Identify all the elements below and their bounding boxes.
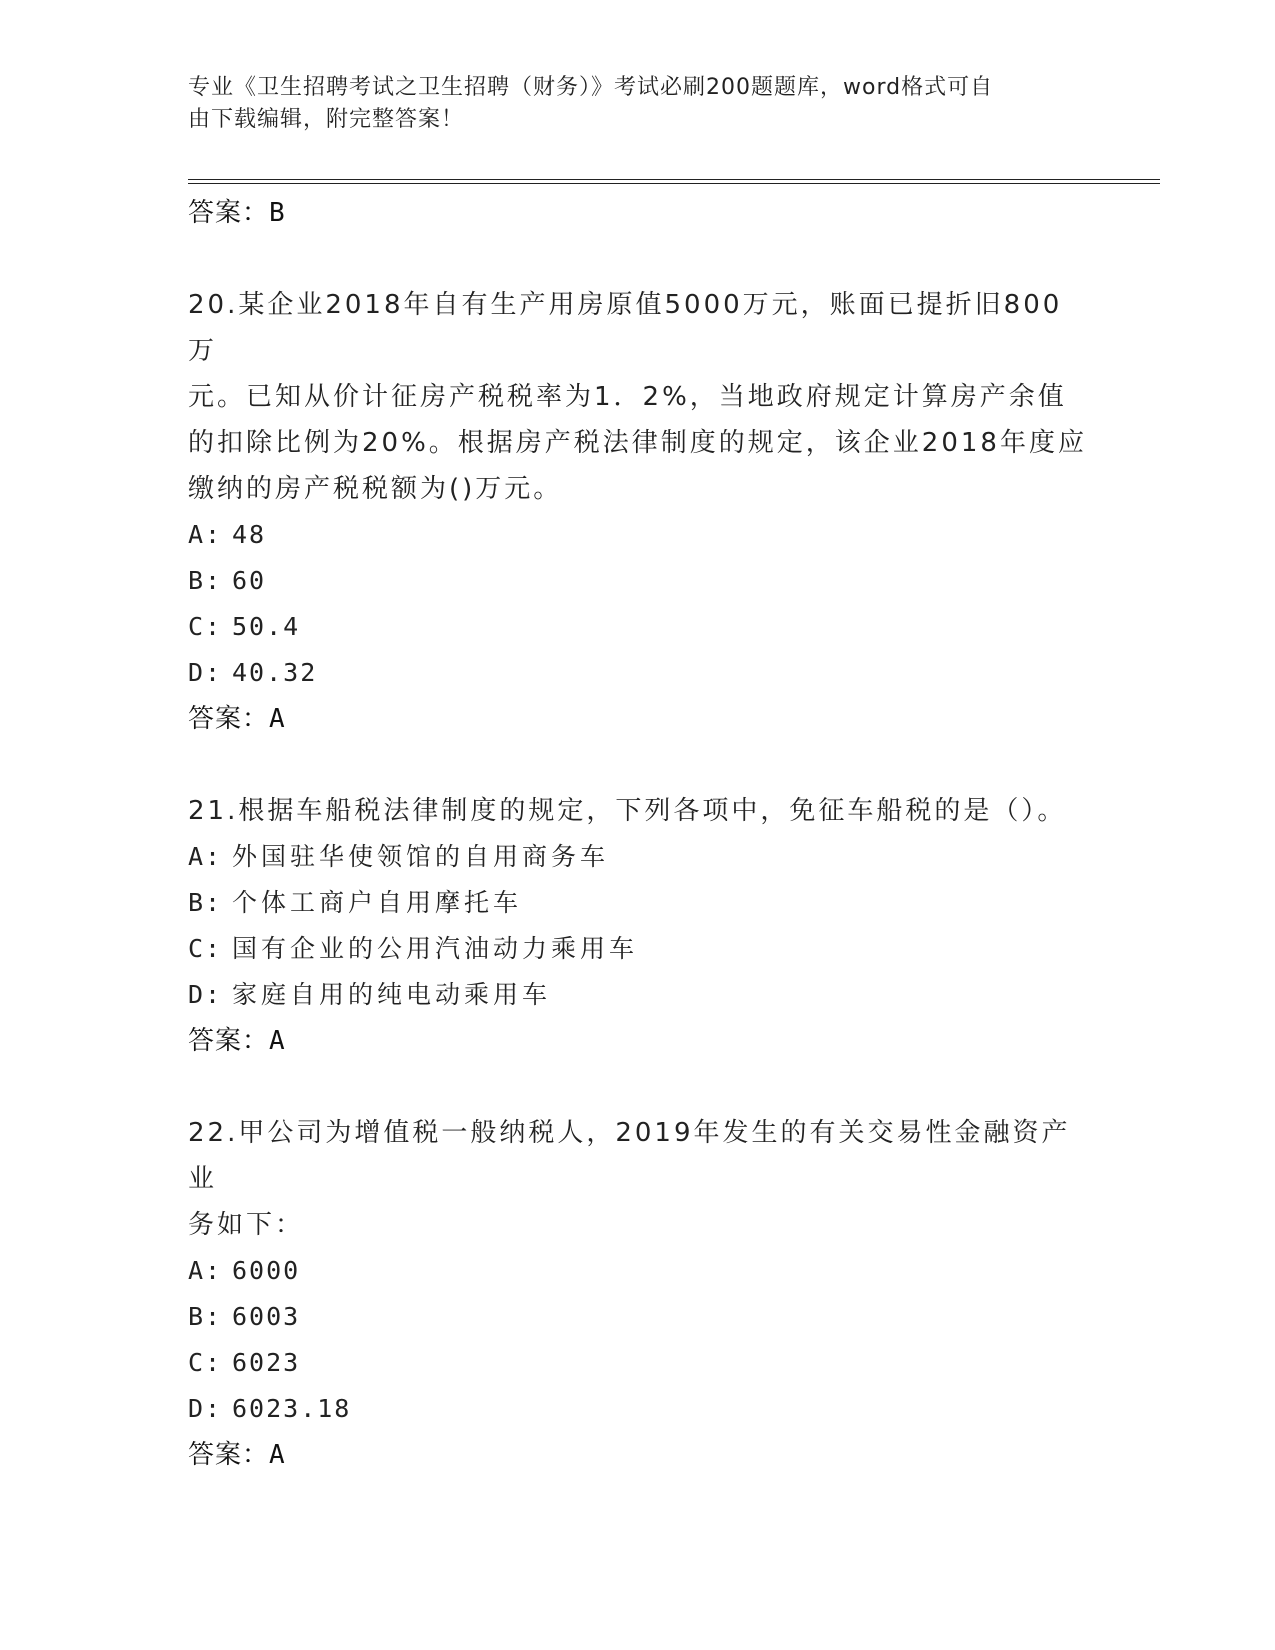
option-text: 国有企业的公用汽油动力乘用车 bbox=[232, 934, 639, 963]
option-text: 6023.18 bbox=[232, 1394, 352, 1423]
question-text-line: 22.甲公司为增值税一般纳税人，2019年发生的有关交易性金融资产业 bbox=[188, 1118, 1071, 1194]
option-letter: B: bbox=[188, 1302, 223, 1331]
spacer bbox=[188, 742, 1088, 788]
option-letter: B: bbox=[188, 888, 223, 917]
option-text: 个体工商户自用摩托车 bbox=[232, 888, 523, 917]
answer-line bbox=[188, 696, 1088, 742]
answer-label: 答案： bbox=[188, 1440, 270, 1470]
option-b bbox=[188, 558, 1088, 604]
option-letter: A: bbox=[188, 520, 223, 549]
document-header bbox=[188, 72, 1068, 136]
header-divider-top bbox=[188, 179, 1160, 180]
question-text-line: 21.根据车船税法律制度的规定，下列各项中，免征车船税的是（）。 bbox=[188, 796, 1067, 826]
question-20 bbox=[188, 282, 1088, 742]
spacer bbox=[188, 1064, 1088, 1110]
option-b bbox=[188, 880, 1088, 926]
question-list bbox=[188, 190, 1088, 1478]
question-21 bbox=[188, 788, 1088, 1064]
option-text: 6003 bbox=[232, 1302, 301, 1331]
question-text-line: 元。已知从价计征房产税税率为1．2%，当地政府规定计算房产余值 bbox=[188, 382, 1067, 412]
answer-label: 答案： bbox=[188, 704, 270, 734]
option-a bbox=[188, 834, 1088, 880]
option-b bbox=[188, 1294, 1088, 1340]
option-text: 60 bbox=[232, 566, 267, 595]
option-letter: D: bbox=[188, 658, 223, 687]
question-text-line: 的扣除比例为20%。根据房产税法律制度的规定，该企业2018年度应 bbox=[188, 428, 1087, 458]
header-line-1: 专业《卫生招聘考试之卫生招聘（财务）》考试必刷200题题库，word格式可自 bbox=[188, 75, 994, 100]
question-22 bbox=[188, 1110, 1088, 1478]
option-letter: B: bbox=[188, 566, 223, 595]
option-letter: A: bbox=[188, 842, 223, 871]
option-letter: A: bbox=[188, 1256, 223, 1285]
option-letter: C: bbox=[188, 612, 223, 641]
answer-label: 答案： bbox=[188, 1026, 270, 1056]
option-d bbox=[188, 1386, 1088, 1432]
option-letter: D: bbox=[188, 1394, 223, 1423]
option-a bbox=[188, 512, 1088, 558]
option-a bbox=[188, 1248, 1088, 1294]
option-d bbox=[188, 650, 1088, 696]
option-d bbox=[188, 972, 1088, 1018]
option-c bbox=[188, 604, 1088, 650]
option-text: 40.32 bbox=[232, 658, 318, 687]
header-line-2: 由下载编辑，附完整答案！ bbox=[188, 107, 465, 132]
answer-value: A bbox=[269, 1440, 286, 1470]
option-c bbox=[188, 1340, 1088, 1386]
option-letter: D: bbox=[188, 980, 223, 1009]
question-text-line: 缴纳的房产税税额为()万元。 bbox=[188, 474, 563, 504]
option-letter: C: bbox=[188, 1348, 223, 1377]
option-text: 外国驻华使领馆的自用商务车 bbox=[232, 842, 610, 871]
answer-value: A bbox=[269, 704, 286, 734]
spacer bbox=[188, 236, 1088, 282]
option-text: 6000 bbox=[232, 1256, 301, 1285]
answer-label: 答案： bbox=[188, 198, 270, 228]
answer-line bbox=[188, 1018, 1088, 1064]
answer-value: A bbox=[269, 1026, 286, 1056]
option-text: 48 bbox=[232, 520, 267, 549]
header-divider-bottom bbox=[188, 183, 1160, 184]
answer-value: B bbox=[269, 198, 286, 228]
answer-line bbox=[188, 190, 1088, 236]
question-text-line: 务如下： bbox=[188, 1210, 305, 1240]
option-text: 家庭自用的纯电动乘用车 bbox=[232, 980, 552, 1009]
option-text: 6023 bbox=[232, 1348, 301, 1377]
question-text-line: 20.某企业2018年自有生产用房原值5000万元，账面已提折旧800万 bbox=[188, 290, 1063, 366]
answer-line bbox=[188, 1432, 1088, 1478]
option-c bbox=[188, 926, 1088, 972]
option-letter: C: bbox=[188, 934, 223, 963]
option-text: 50.4 bbox=[232, 612, 301, 641]
